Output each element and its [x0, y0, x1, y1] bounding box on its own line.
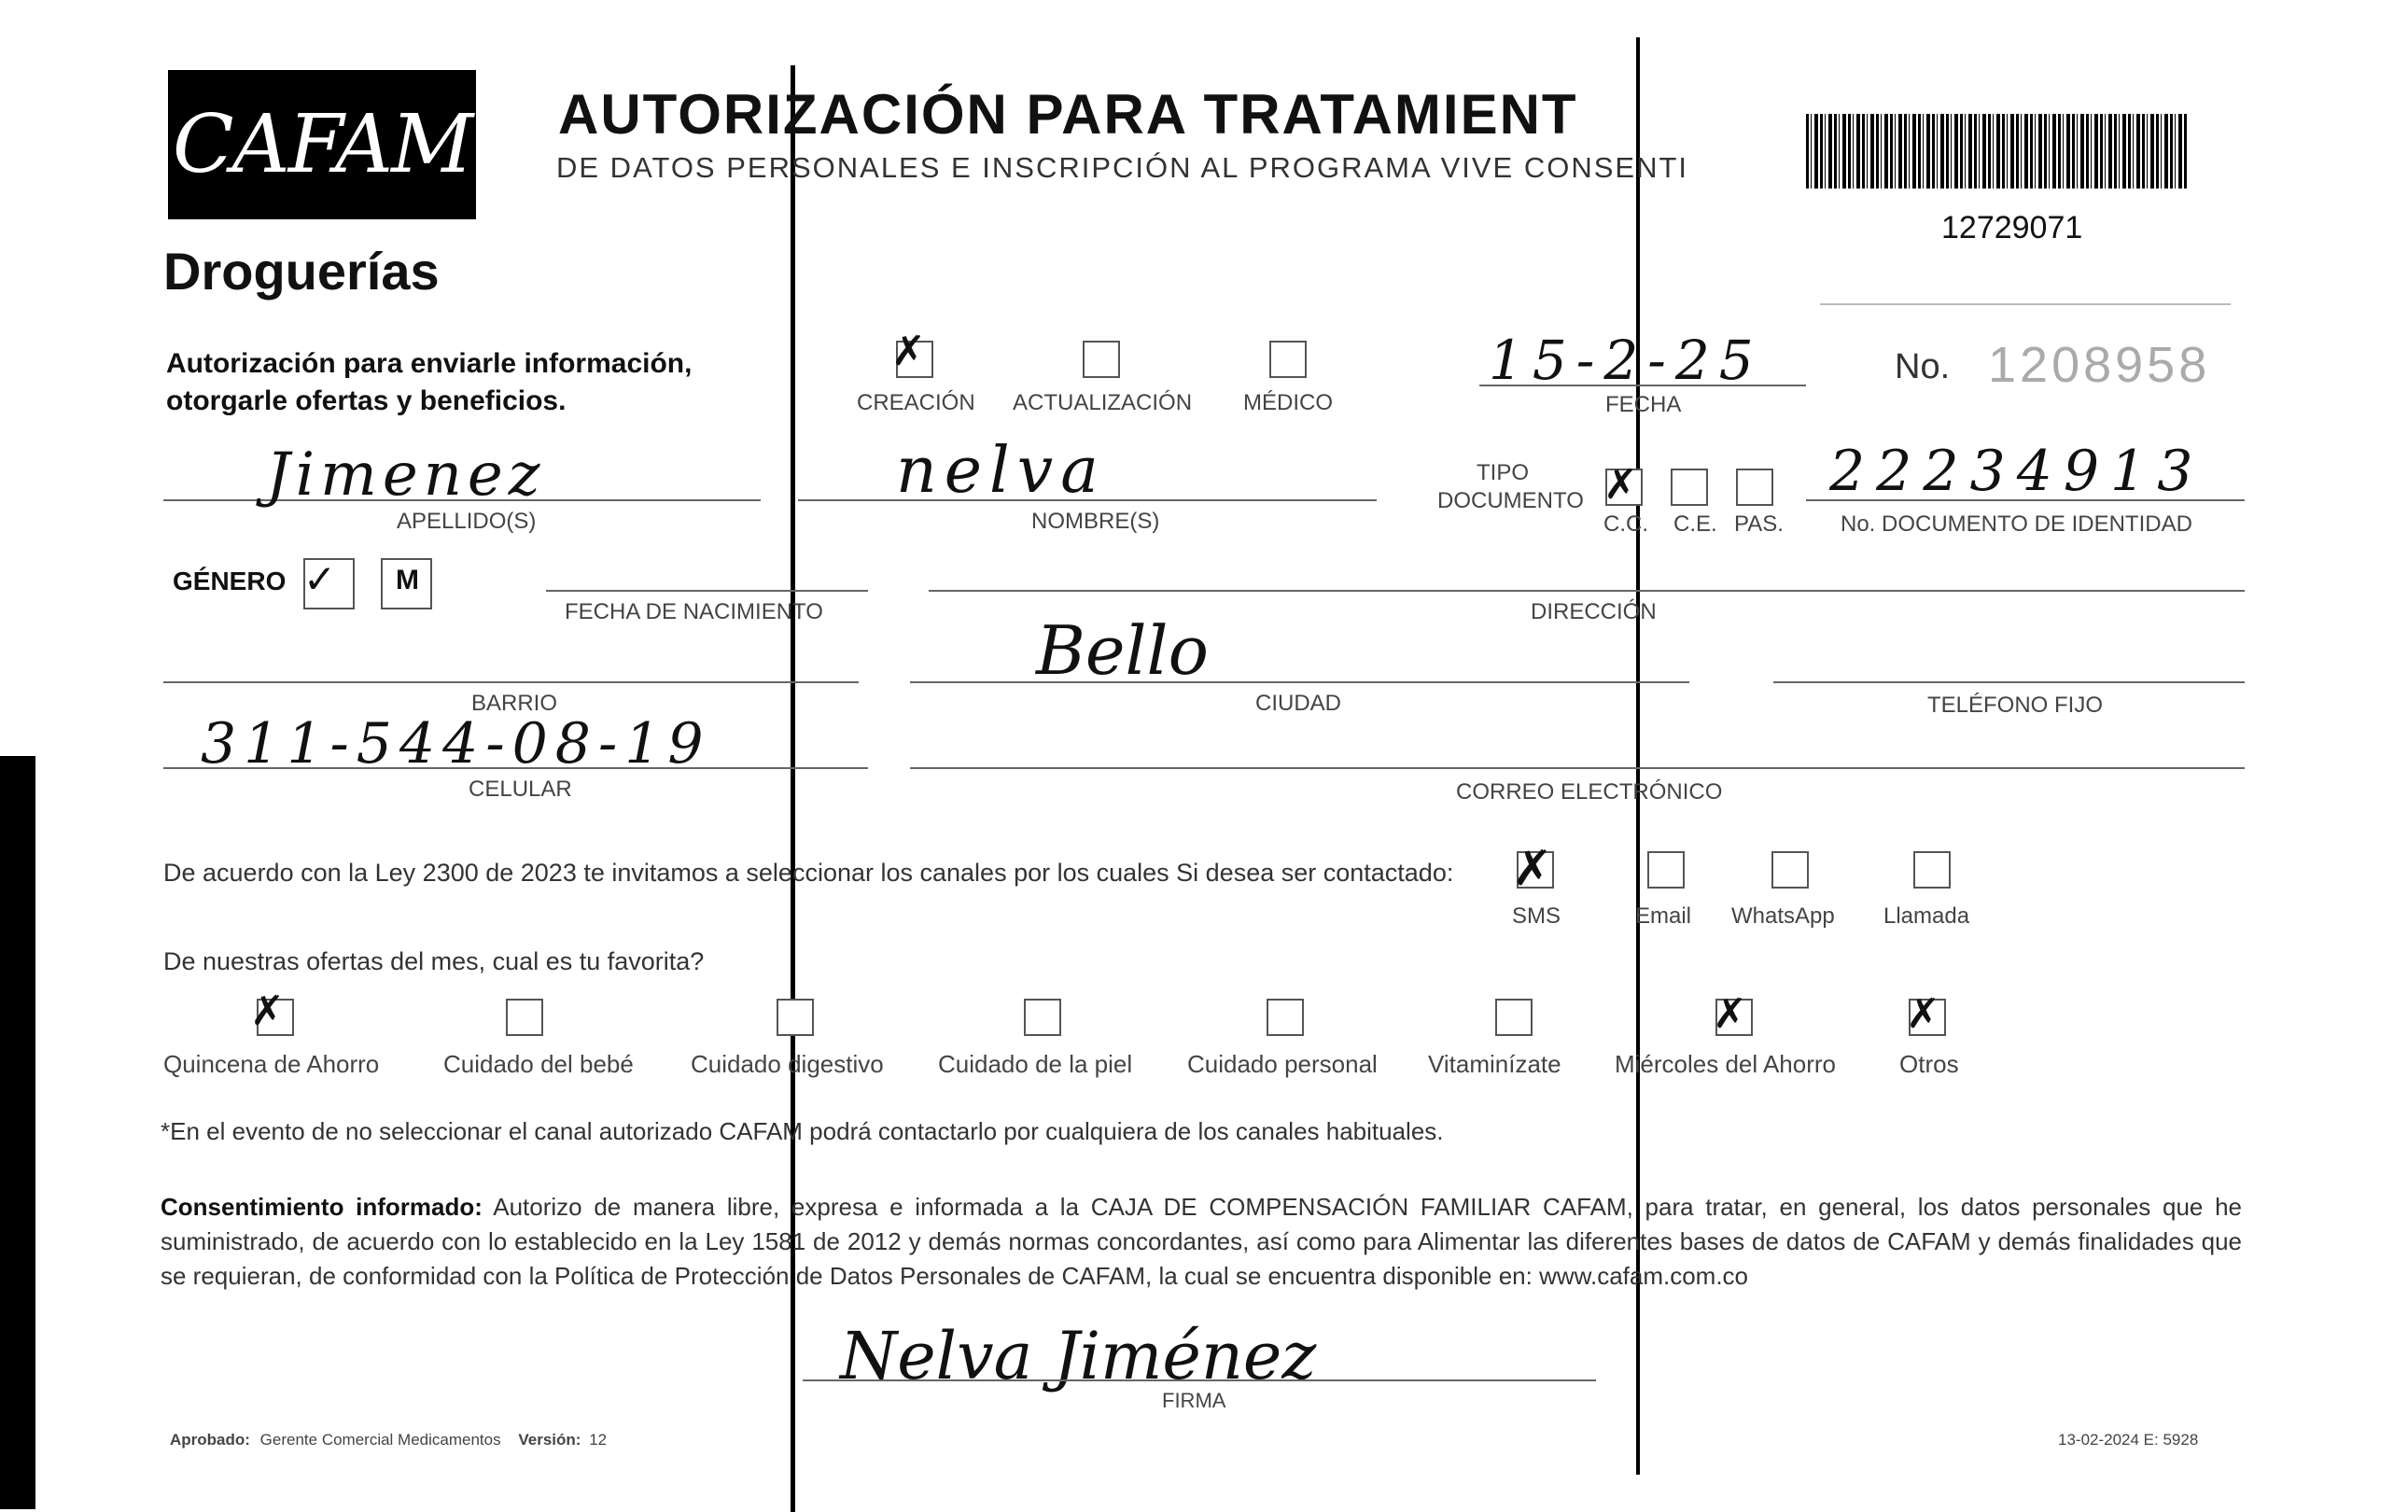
- signature-line: [803, 1379, 1596, 1381]
- version-label: Versión:: [518, 1431, 581, 1449]
- authorization-text: Autorización para enviarle información, otorgarle ofertas y beneficios.: [166, 348, 693, 416]
- approved-value: Gerente Comercial Medicamentos: [259, 1431, 501, 1449]
- brand-subtitle: Droguerías: [163, 242, 440, 301]
- channels-prompt: De acuerdo con la Ley 2300 de 2023 te invitamos a seleccionar los canales por los cuales Si desea ser contactado:: [163, 859, 1454, 887]
- otros-label: Otros: [1899, 1050, 1959, 1078]
- barrio-label: BARRIO: [471, 691, 558, 716]
- vitaminizate-label: Vitaminízate: [1428, 1050, 1561, 1078]
- barrio-line: [163, 681, 859, 683]
- cc-label: C.C.: [1603, 511, 1648, 537]
- whatsapp-label: WhatsApp: [1731, 903, 1835, 929]
- logo-text: CAFAM: [172, 98, 472, 191]
- direccion-line: [929, 590, 2245, 592]
- form-number-value: 1208958: [1988, 337, 2211, 393]
- barcode: [1806, 114, 2189, 189]
- actualizacion-label: ACTUALIZACIÓN: [1013, 390, 1193, 415]
- bebe-label: Cuidado del bebé: [443, 1050, 634, 1078]
- pas-label: PAS.: [1734, 511, 1784, 537]
- nombres-label: NOMBRE(S): [1031, 509, 1160, 534]
- tipo-documento-label: TIPO DOCUMENTO: [1437, 460, 1584, 513]
- barcode-number: 12729071: [1941, 210, 2083, 245]
- form-number-label: No.: [1895, 347, 1951, 386]
- quincena-label: Quincena de Ahorro: [163, 1050, 380, 1078]
- fecha-label: FECHA: [1605, 392, 1682, 417]
- offers-prompt: De nuestras ofertas del mes, cual es tu favorita?: [163, 947, 705, 975]
- miercoles-check-mark: ✗: [1713, 990, 1747, 1038]
- sms-label: SMS: [1512, 903, 1561, 929]
- celular-label: CELULAR: [469, 777, 572, 802]
- footer-approval: [170, 1431, 607, 1449]
- scan-edge-left: [0, 756, 35, 1509]
- personal-checkbox[interactable]: [1267, 999, 1304, 1036]
- email-label: Email: [1635, 903, 1692, 929]
- correo-label: CORREO ELECTRÓNICO: [1456, 779, 1723, 805]
- miercoles-label: Miércoles del Ahorro: [1615, 1050, 1836, 1078]
- pas-checkbox[interactable]: [1736, 469, 1773, 506]
- apellidos-label: APELLIDO(S): [397, 509, 537, 534]
- ce-checkbox[interactable]: [1671, 469, 1708, 506]
- genero-m-label: M: [396, 565, 419, 595]
- correo-line: [910, 767, 2245, 769]
- version-value: 12: [589, 1431, 608, 1449]
- direccion-label: DIRECCIÓN: [1531, 599, 1657, 624]
- digestivo-checkbox[interactable]: [777, 999, 814, 1036]
- signature-label: FIRMA: [1162, 1389, 1226, 1412]
- consent-heading: Consentimiento informado:: [161, 1193, 483, 1221]
- divider: [1820, 303, 2231, 305]
- ciudad-value[interactable]: Bello: [1036, 611, 1209, 690]
- no-documento-value[interactable]: 22234913: [1829, 439, 2205, 504]
- piel-checkbox[interactable]: [1024, 999, 1061, 1036]
- celular-value[interactable]: 311-544-08-19: [201, 711, 711, 777]
- whatsapp-checkbox[interactable]: [1771, 851, 1809, 889]
- scan-line-vertical-1: [791, 65, 795, 1512]
- no-documento-label: No. DOCUMENTO DE IDENTIDAD: [1841, 511, 2192, 537]
- ciudad-line: [910, 681, 1689, 683]
- apellidos-value[interactable]: Jimenez: [266, 441, 546, 510]
- genero-label: GÉNERO: [173, 567, 287, 595]
- fecha-nacimiento-line: [546, 590, 868, 592]
- otros-check-mark: ✗: [1906, 990, 1940, 1038]
- fecha-value[interactable]: 15-2-25: [1489, 329, 1763, 392]
- vitaminizate-checkbox[interactable]: [1495, 999, 1533, 1036]
- creacion-label: CREACIÓN: [857, 390, 975, 415]
- creacion-check-mark: ✗: [891, 328, 926, 375]
- llamada-label: Llamada: [1883, 903, 1970, 929]
- consent-paragraph: [161, 1190, 2242, 1294]
- approved-label: Aprobado:: [170, 1431, 250, 1449]
- ce-label: C.E.: [1673, 511, 1717, 537]
- consent-text: Autorizo de manera libre, expresa e informada a la CAJA DE COMPENSACIÓN FAMILIAR CAFAM, para tratar, en general, los datos personales que he suministrado, de acuerdo con lo establecido en la Ley 1581 de 2012 y demás normas concordantes, así como para Alimentar las diferentes bases de datos de CAFAM y demás finalidades que se requieran, de conformidad con la Política de Protección de Datos Personales de CAFAM, la cual se encuentra disponible en: www.cafam.com.co: [161, 1193, 2243, 1290]
- genero-f-mark: ✓: [303, 556, 337, 602]
- bebe-checkbox[interactable]: [506, 999, 543, 1036]
- piel-label: Cuidado de la piel: [938, 1050, 1133, 1078]
- form-subtitle: DE DATOS PERSONALES E INSCRIPCIÓN AL PROGRAMA VIVE CONSENTI: [556, 151, 1689, 184]
- cc-check-mark: ✗: [1603, 461, 1638, 509]
- actualizacion-checkbox[interactable]: [1083, 341, 1120, 378]
- digestivo-label: Cuidado digestivo: [691, 1050, 884, 1078]
- quincena-check-mark: ✗: [250, 987, 285, 1035]
- llamada-checkbox[interactable]: [1913, 851, 1951, 889]
- channel-note: *En el evento de no seleccionar el canal autorizado CAFAM podrá contactarlo por cualquiera de los canales habituales.: [161, 1117, 1444, 1145]
- nombres-value[interactable]: nelva: [896, 434, 1106, 508]
- email-checkbox[interactable]: [1647, 851, 1685, 889]
- sms-check-mark: ✗: [1512, 841, 1553, 897]
- signature[interactable]: Nelva Jiménez: [840, 1318, 1317, 1394]
- fecha-nacimiento-label: FECHA DE NACIMIENTO: [565, 599, 823, 624]
- fecha-line: [1479, 385, 1806, 386]
- medico-label: MÉDICO: [1243, 390, 1333, 415]
- ciudad-label: CIUDAD: [1255, 691, 1342, 716]
- medico-checkbox[interactable]: [1269, 341, 1307, 378]
- telefono-fijo-line: [1773, 681, 2245, 683]
- personal-label: Cuidado personal: [1187, 1050, 1378, 1078]
- telefono-fijo-label: TELÉFONO FIJO: [1927, 693, 2104, 718]
- form-title: AUTORIZACIÓN PARA TRATAMIENT: [558, 83, 1578, 146]
- footer-right: 13-02-2024 E: 5928: [2058, 1431, 2199, 1449]
- cafam-logo: [168, 70, 476, 219]
